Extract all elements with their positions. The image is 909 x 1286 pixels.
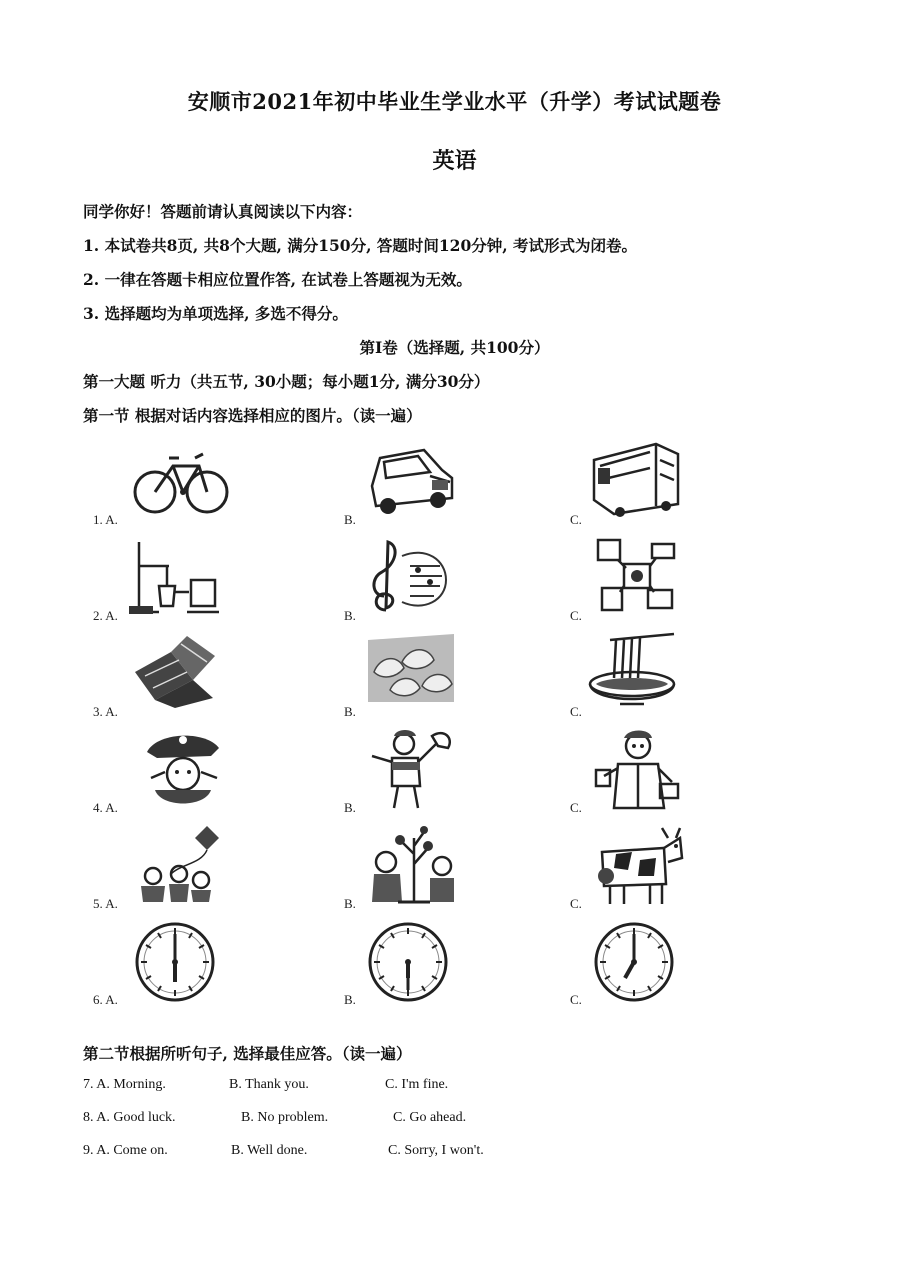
option-label: C.: [570, 704, 582, 719]
option-label: 6. A.: [93, 992, 118, 1007]
option-label: 4. A.: [93, 800, 118, 815]
option-label: C.: [570, 800, 582, 815]
option-c: C. I'm fine.: [385, 1077, 449, 1092]
option-label: C.: [570, 896, 582, 911]
option-b: B. Thank you.: [229, 1077, 309, 1092]
instruction-item: 3. 选择题均为单项选择, 多选不得分。: [83, 304, 348, 323]
option-label: B.: [344, 800, 356, 815]
option-b: B. No problem.: [241, 1110, 329, 1125]
bus-icon: [590, 440, 682, 518]
option-label: B.: [344, 608, 356, 623]
household-appliances-icon: [590, 536, 680, 616]
zongzi-icon: [131, 632, 217, 710]
option-a: 9. A. Come on.: [83, 1143, 168, 1158]
clock-six-icon: [133, 920, 217, 1004]
option-a: 7. A. Morning.: [83, 1077, 166, 1092]
picture-question-row: [0, 628, 909, 724]
option-label: B.: [344, 992, 356, 1007]
picture-question-grid: [0, 436, 909, 1016]
instruction-item: 1. 本试卷共8页, 共8个大题, 满分150分, 答题时间120分钟, 考试形式为闭卷。: [83, 236, 638, 255]
noodles-icon: [586, 632, 678, 710]
subsection-2-heading: 第二节根据所听句子, 选择最佳应答。（读一遍）: [83, 1044, 412, 1063]
option-c: C. Sorry, I won't.: [388, 1143, 484, 1158]
option-b: B. Well done.: [231, 1143, 308, 1158]
picture-question-row: [0, 820, 909, 916]
policeman-icon: [141, 728, 225, 808]
planting-tree-icon: [368, 824, 458, 906]
option-label: C.: [570, 992, 582, 1007]
option-label: 5. A.: [93, 896, 118, 911]
subject-title: 英语: [432, 148, 477, 174]
worker-icon: [364, 728, 454, 810]
car-icon: [366, 440, 456, 522]
clock-seven-icon: [592, 920, 676, 1004]
lab-equipment-icon: [129, 536, 223, 618]
clock-six-thirty-icon: [366, 920, 450, 1004]
option-label: B.: [344, 512, 356, 527]
option-label: C.: [570, 512, 582, 527]
flying-kite-icon: [131, 824, 225, 904]
bicycle-icon: [133, 440, 229, 520]
exam-title: 安顺市2021年初中毕业生学业水平（升学）考试试题卷: [187, 89, 722, 114]
part-one-title: 第Ⅰ卷（选择题, 共100分）: [359, 338, 550, 357]
option-a: 8. A. Good luck.: [83, 1110, 176, 1125]
option-c: C. Go ahead.: [393, 1110, 467, 1125]
option-label: 3. A.: [93, 704, 118, 719]
option-label: 1. A.: [93, 512, 118, 527]
option-label: B.: [344, 704, 356, 719]
picture-question-row: [0, 532, 909, 628]
instructions-greeting: 同学你好！答题前请认真阅读以下内容：: [83, 202, 363, 221]
option-label: 2. A.: [93, 608, 118, 623]
music-icon: [366, 536, 452, 618]
picture-question-row: [0, 436, 909, 532]
option-label: B.: [344, 896, 356, 911]
dumplings-icon: [366, 632, 456, 704]
section-heading: 第一大题 听力（共五节, 30小题；每小题1分, 满分30分）: [83, 372, 490, 391]
picture-question-row: [0, 724, 909, 820]
subsection-1-heading: 第一节 根据对话内容选择相应的图片。（读一遍）: [83, 406, 422, 425]
doctor-icon: [594, 728, 680, 810]
milking-cow-icon: [592, 824, 686, 906]
option-label: C.: [570, 608, 582, 623]
picture-question-row: [0, 916, 909, 1012]
instruction-item: 2. 一律在答题卡相应位置作答, 在试卷上答题视为无效。: [83, 270, 472, 289]
